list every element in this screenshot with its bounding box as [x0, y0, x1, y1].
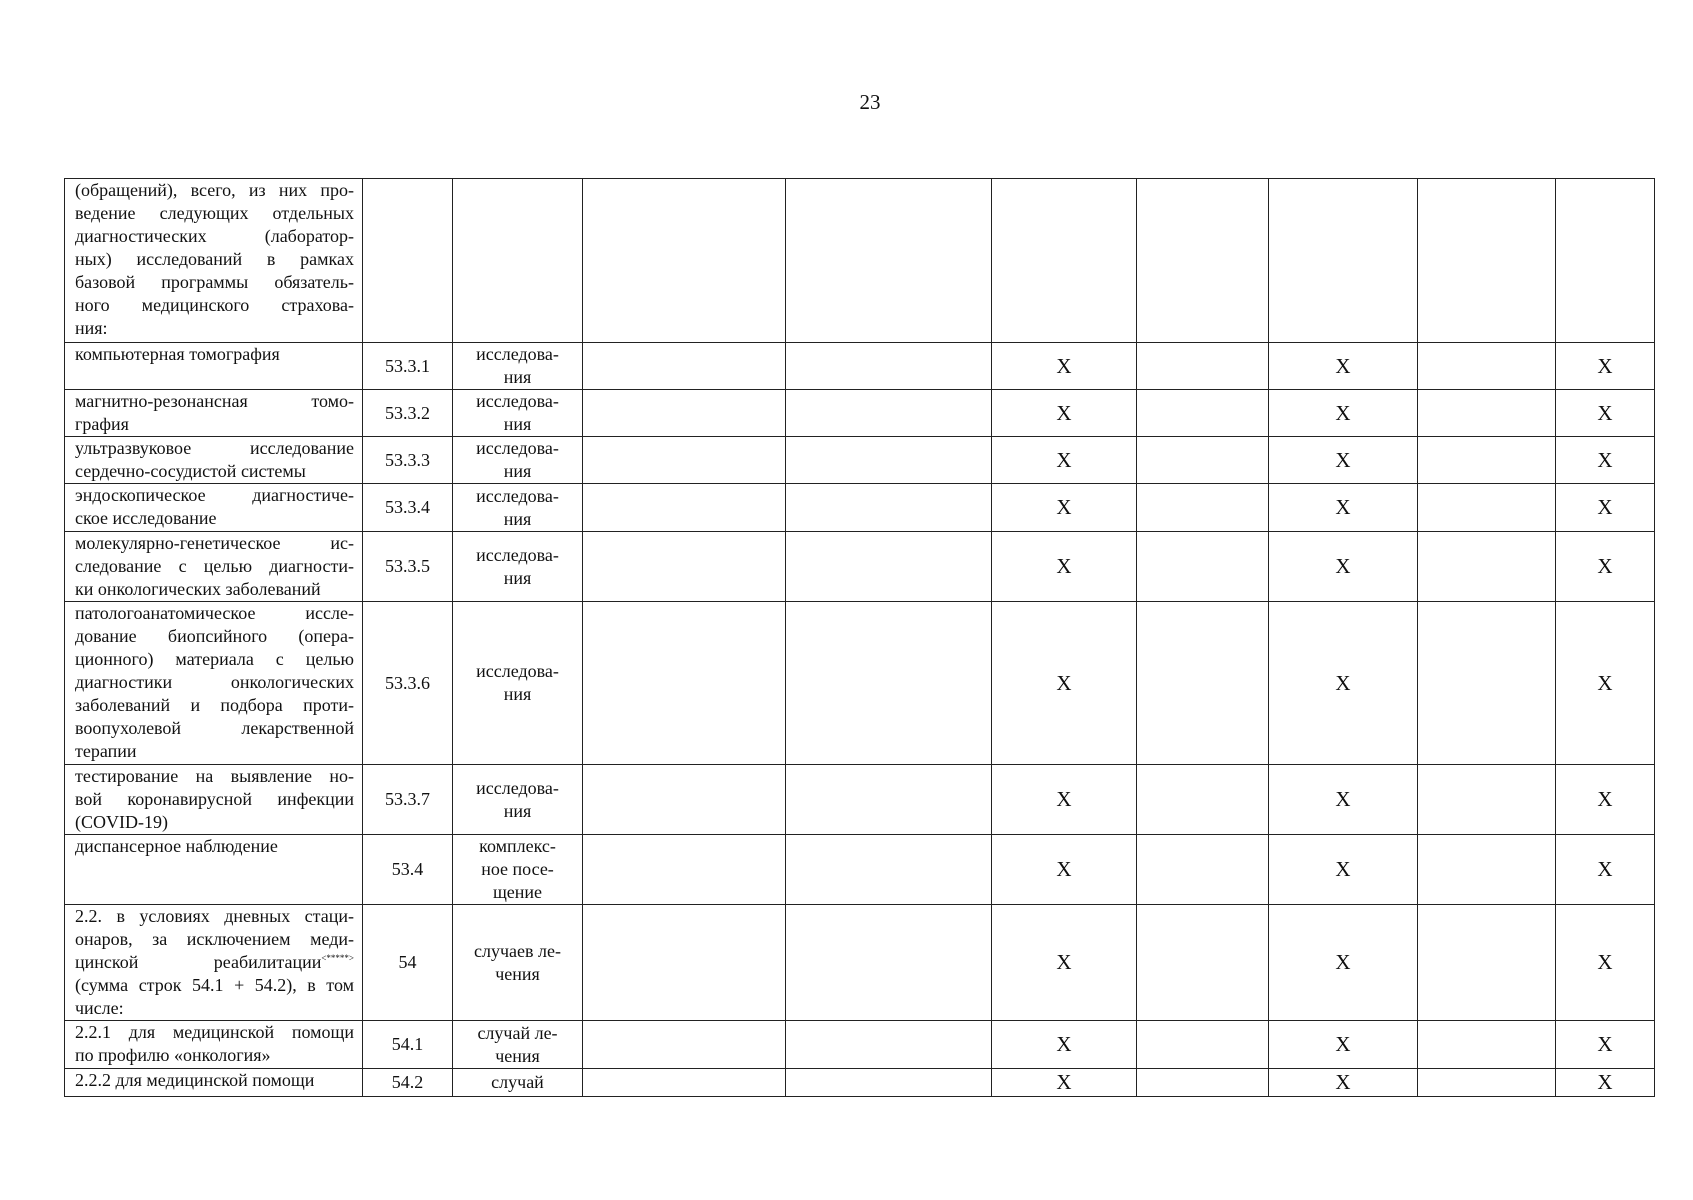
unit-line: случай	[491, 1072, 544, 1092]
row-code: 53.3.4	[363, 484, 453, 532]
table-row	[65, 765, 1655, 835]
empty-value-cell	[583, 390, 786, 437]
row-unit	[453, 179, 583, 343]
empty-value-cell	[1137, 532, 1269, 602]
unit-line: ния	[503, 508, 532, 529]
empty-value-cell	[1137, 437, 1269, 484]
not-applicable-mark: X	[1269, 484, 1418, 532]
empty-value-cell	[1418, 905, 1556, 1021]
empty-value-cell	[583, 835, 786, 905]
empty-value-cell	[583, 484, 786, 532]
empty-value-cell	[1418, 1021, 1556, 1069]
empty-value-cell	[1418, 179, 1556, 343]
unit-line: исследова-	[476, 344, 559, 364]
not-applicable-mark: X	[992, 835, 1137, 905]
description-line: ния:	[75, 318, 108, 338]
empty-value-cell	[1556, 179, 1655, 343]
empty-value-cell	[583, 602, 786, 765]
row-code: 53.3.3	[363, 437, 453, 484]
not-applicable-mark: X	[1556, 1021, 1655, 1069]
not-applicable-mark: X	[1269, 835, 1418, 905]
empty-value-cell	[1418, 835, 1556, 905]
unit-line: ния	[503, 461, 532, 481]
description-line: базовой программы обязатель-	[75, 272, 354, 292]
row-unit	[453, 532, 583, 602]
description-line: ного медицинского страхова-	[75, 295, 354, 315]
description-line: ционного) материала с целью	[75, 649, 354, 669]
table-row	[65, 437, 1655, 484]
description-line: ское исследование	[75, 508, 217, 528]
unit-line: ния	[503, 684, 532, 704]
empty-value-cell	[786, 343, 992, 390]
row-unit	[453, 437, 583, 484]
empty-value-cell	[786, 484, 992, 532]
not-applicable-mark: X	[992, 765, 1137, 835]
description-line: 2.2.1 для медицинской помощи	[75, 1022, 354, 1042]
row-description	[65, 437, 363, 484]
row-unit	[453, 602, 583, 765]
empty-value-cell	[1137, 390, 1269, 437]
not-applicable-mark: X	[1269, 765, 1418, 835]
empty-value-cell	[992, 179, 1137, 343]
row-unit	[453, 835, 583, 905]
description-line: (COVID-19)	[75, 812, 168, 832]
empty-value-cell	[786, 532, 992, 602]
row-code: 53.3.1	[363, 343, 453, 390]
row-unit	[453, 765, 583, 835]
empty-value-cell	[1418, 1069, 1556, 1097]
description-line: ных) исследований в рамках	[75, 249, 354, 269]
unit-line: исследова-	[476, 544, 559, 565]
description-line: онаров, за исключением меди-	[75, 929, 354, 949]
not-applicable-mark: X	[992, 905, 1137, 1021]
empty-value-cell	[583, 765, 786, 835]
row-code: 53.3.6	[363, 602, 453, 765]
unit-line: ния	[503, 800, 532, 821]
unit-line: ния	[503, 414, 532, 434]
row-code: 53.4	[363, 835, 453, 905]
description-line: ультразвуковое исследование	[75, 438, 354, 458]
description-line: ведение следующих отдельных	[75, 203, 354, 223]
unit-line: чения	[495, 963, 540, 984]
empty-value-cell	[786, 437, 992, 484]
description-line: заболеваний и подбора проти-	[75, 695, 354, 715]
description-line: диспансерное наблюдение	[75, 836, 278, 856]
row-unit	[453, 905, 583, 1021]
footnote-mark: <*****>	[321, 953, 354, 963]
table-body	[65, 179, 1655, 1097]
not-applicable-mark: X	[992, 602, 1137, 765]
description-line: цинской реабилитации<*****>	[75, 952, 354, 972]
empty-value-cell	[786, 602, 992, 765]
description-line: молекулярно-генетическое ис-	[75, 533, 354, 553]
row-description	[65, 390, 363, 437]
unit-line: комплекс-	[479, 836, 556, 856]
empty-value-cell	[786, 905, 992, 1021]
empty-value-cell	[1418, 343, 1556, 390]
table-row	[65, 390, 1655, 437]
empty-value-cell	[583, 905, 786, 1021]
description-line: следование с целью диагности-	[75, 556, 354, 576]
description-line: терапии	[75, 741, 137, 761]
not-applicable-mark: X	[1269, 343, 1418, 390]
not-applicable-mark: X	[992, 484, 1137, 532]
row-description	[65, 905, 363, 1021]
description-line: числе:	[75, 998, 124, 1018]
not-applicable-mark: X	[1269, 905, 1418, 1021]
table-row	[65, 532, 1655, 602]
not-applicable-mark: X	[992, 1069, 1137, 1097]
description-line: воопухолевой лекарственной	[75, 718, 354, 738]
description-line: ки онкологических заболеваний	[75, 579, 321, 599]
row-unit	[453, 390, 583, 437]
empty-value-cell	[786, 765, 992, 835]
row-description	[65, 484, 363, 532]
unit-line: исследова-	[476, 777, 559, 798]
not-applicable-mark: X	[1556, 835, 1655, 905]
row-code: 54	[363, 905, 453, 1021]
empty-value-cell	[1137, 765, 1269, 835]
empty-value-cell	[1137, 602, 1269, 765]
not-applicable-mark: X	[1556, 765, 1655, 835]
empty-value-cell	[1137, 1069, 1269, 1097]
row-code: 54.2	[363, 1069, 453, 1097]
not-applicable-mark: X	[1269, 1021, 1418, 1069]
row-code: 53.3.2	[363, 390, 453, 437]
description-line: тестирование на выявление но-	[75, 766, 354, 786]
unit-line: исследова-	[476, 661, 559, 681]
description-line: магнитно-резонансная томо-	[75, 391, 354, 411]
not-applicable-mark: X	[1556, 437, 1655, 484]
empty-value-cell	[583, 343, 786, 390]
empty-value-cell	[786, 1021, 992, 1069]
empty-value-cell	[1137, 343, 1269, 390]
row-unit	[453, 343, 583, 390]
table-row	[65, 905, 1655, 1021]
row-code: 54.1	[363, 1021, 453, 1069]
not-applicable-mark: X	[992, 532, 1137, 602]
table-row	[65, 484, 1655, 532]
unit-line: исследова-	[476, 438, 559, 458]
description-line: компьютерная томография	[75, 344, 280, 364]
table-row	[65, 343, 1655, 390]
empty-value-cell	[1137, 1021, 1269, 1069]
row-unit	[453, 1021, 583, 1069]
empty-value-cell	[1418, 765, 1556, 835]
empty-value-cell	[583, 179, 786, 343]
data-table	[64, 178, 1655, 1097]
not-applicable-mark: X	[992, 1021, 1137, 1069]
description-line: диагностических (лаборатор-	[75, 226, 354, 246]
unit-line: исследова-	[476, 485, 559, 506]
row-unit	[453, 484, 583, 532]
empty-value-cell	[1418, 437, 1556, 484]
empty-value-cell	[1137, 179, 1269, 343]
not-applicable-mark: X	[1556, 532, 1655, 602]
empty-value-cell	[1137, 905, 1269, 1021]
table-row	[65, 835, 1655, 905]
not-applicable-mark: X	[1556, 390, 1655, 437]
empty-value-cell	[786, 179, 992, 343]
not-applicable-mark: X	[1269, 390, 1418, 437]
empty-value-cell	[1418, 532, 1556, 602]
not-applicable-mark: X	[1556, 1069, 1655, 1097]
row-description	[65, 179, 363, 343]
description-line: вой коронавирусной инфекции	[75, 789, 354, 809]
row-code	[363, 179, 453, 343]
row-description	[65, 343, 363, 390]
description-line: 2.2. в условиях дневных стаци-	[75, 906, 354, 926]
empty-value-cell	[583, 532, 786, 602]
description-line: по профилю «онкология»	[75, 1045, 271, 1065]
description-line: 2.2.2 для медицинской помощи	[75, 1070, 315, 1090]
unit-line: ное посе-	[481, 859, 554, 879]
not-applicable-mark: X	[1556, 905, 1655, 1021]
empty-value-cell	[1418, 602, 1556, 765]
empty-value-cell	[1418, 484, 1556, 532]
row-description	[65, 602, 363, 765]
description-line: графия	[75, 414, 129, 434]
description-line: сердечно-сосудистой системы	[75, 461, 306, 481]
not-applicable-mark: X	[992, 390, 1137, 437]
unit-line: чения	[495, 1045, 540, 1066]
not-applicable-mark: X	[1269, 1069, 1418, 1097]
description-line: эндоскопическое диагностиче-	[75, 485, 354, 505]
description-line: диагностики онкологических	[75, 672, 354, 692]
empty-value-cell	[1137, 835, 1269, 905]
empty-value-cell	[583, 1069, 786, 1097]
empty-value-cell	[1418, 390, 1556, 437]
row-description	[65, 835, 363, 905]
row-description	[65, 532, 363, 602]
table-row	[65, 602, 1655, 765]
unit-line: щение	[492, 882, 543, 902]
description-line: дование биопсийного (опера-	[75, 626, 354, 646]
description-line: патологоанатомическое иссле-	[75, 603, 354, 623]
not-applicable-mark: X	[992, 343, 1137, 390]
row-code: 53.3.7	[363, 765, 453, 835]
not-applicable-mark: X	[1269, 602, 1418, 765]
not-applicable-mark: X	[992, 437, 1137, 484]
table-row	[65, 179, 1655, 343]
empty-value-cell	[786, 1069, 992, 1097]
row-description	[65, 1021, 363, 1069]
table-row	[65, 1021, 1655, 1069]
row-unit	[453, 1069, 583, 1097]
unit-line: ния	[503, 367, 532, 387]
row-code: 53.3.5	[363, 532, 453, 602]
unit-line: ния	[503, 567, 532, 588]
page-number: 23	[859, 90, 881, 114]
unit-line: исследова-	[476, 391, 559, 411]
description-line: (сумма строк 54.1 + 54.2), в том	[75, 975, 354, 995]
not-applicable-mark: X	[1269, 532, 1418, 602]
empty-value-cell	[786, 835, 992, 905]
empty-value-cell	[583, 1021, 786, 1069]
not-applicable-mark: X	[1556, 484, 1655, 532]
not-applicable-mark: X	[1556, 343, 1655, 390]
row-description	[65, 765, 363, 835]
empty-value-cell	[1137, 484, 1269, 532]
not-applicable-mark: X	[1556, 602, 1655, 765]
empty-value-cell	[1269, 179, 1418, 343]
table-row	[65, 1069, 1655, 1097]
unit-line: случай ле-	[477, 1022, 558, 1043]
empty-value-cell	[786, 390, 992, 437]
empty-value-cell	[583, 437, 786, 484]
unit-line: случаев ле-	[474, 940, 561, 961]
not-applicable-mark: X	[1269, 437, 1418, 484]
row-description	[65, 1069, 363, 1097]
description-line: (обращений), всего, из них про-	[75, 180, 354, 200]
